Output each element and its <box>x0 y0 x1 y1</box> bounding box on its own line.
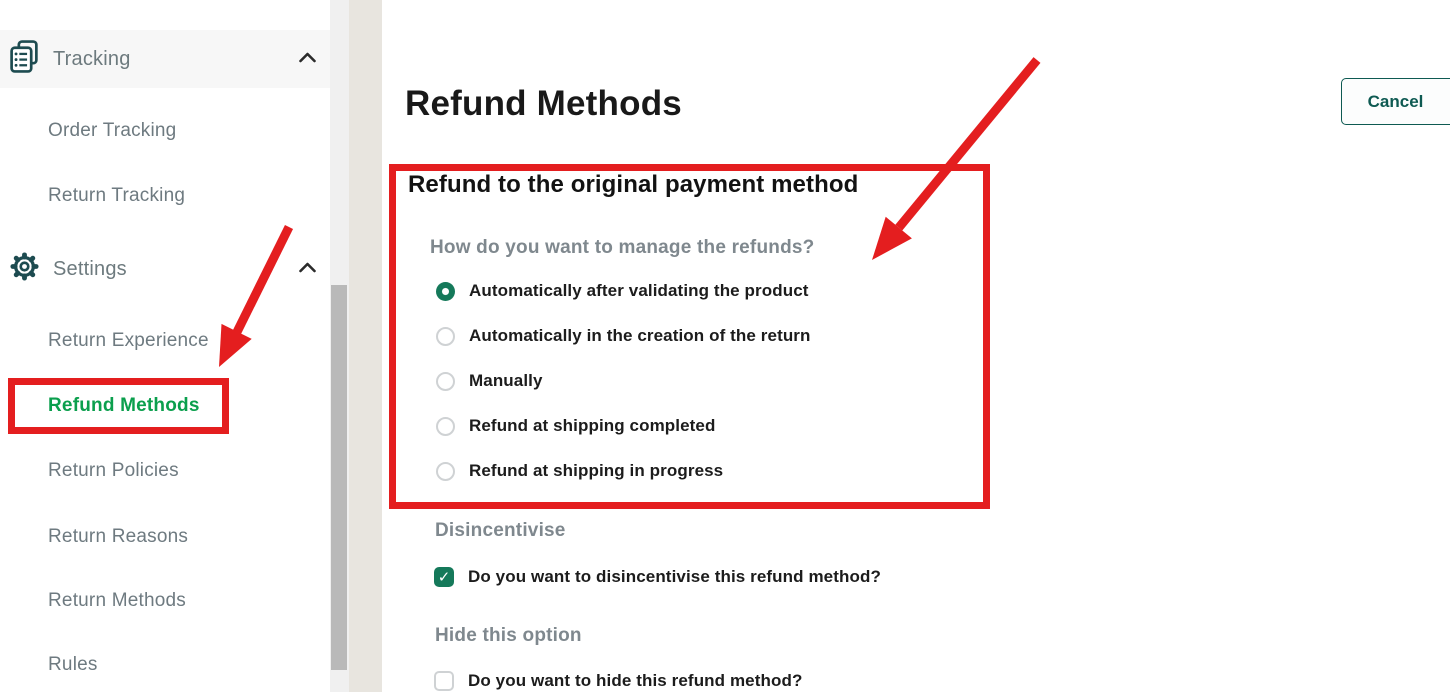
radio-unselected-icon[interactable] <box>436 327 455 346</box>
sidebar-nav <box>0 0 330 692</box>
radio-selected-icon[interactable] <box>436 282 455 301</box>
radio-option-refund-shipping-in-progress[interactable] <box>436 458 723 484</box>
sidebar-item-refund-methods[interactable]: Refund Methods <box>48 395 200 416</box>
hide-option-section-label: Hide this option <box>435 625 582 646</box>
sidebar-section-settings[interactable] <box>0 240 330 298</box>
radio-option-label: Automatically in the creation of the return <box>469 326 811 345</box>
hide-checkbox-label: Do you want to hide this refund method? <box>468 671 803 690</box>
sidebar-scrollbar-track[interactable] <box>330 0 349 692</box>
radio-option-label: Automatically after validating the product <box>469 281 809 300</box>
hide-checkbox-row[interactable] <box>434 668 802 692</box>
sidebar-item-return-reasons[interactable]: Return Reasons <box>48 526 189 547</box>
radio-option-label: Refund at shipping completed <box>469 416 716 435</box>
radio-unselected-icon[interactable] <box>436 372 455 391</box>
sidebar-item-return-methods[interactable]: Return Methods <box>48 590 186 611</box>
chevron-up-icon[interactable] <box>299 260 316 278</box>
radio-option-label: Manually <box>469 371 543 390</box>
clipboard-list-icon <box>9 40 40 78</box>
sidebar-item-order-tracking[interactable]: Order Tracking <box>48 120 177 141</box>
refunds-question-label: How do you want to manage the refunds? <box>430 237 815 258</box>
radio-option-refund-shipping-completed[interactable] <box>436 413 715 439</box>
chevron-up-icon[interactable] <box>299 50 316 68</box>
radio-unselected-icon[interactable] <box>436 462 455 481</box>
sidebar-section-settings-label: Settings <box>53 257 127 280</box>
checkbox-unchecked-icon[interactable] <box>434 671 454 691</box>
checkbox-checked-icon[interactable] <box>434 567 454 587</box>
page-background-strip <box>349 0 382 692</box>
radio-option-manually[interactable] <box>436 368 543 394</box>
refund-method-card-heading: Refund to the original payment method <box>408 171 859 198</box>
disincentivise-checkbox-label: Do you want to disincentivise this refund method? <box>468 567 881 586</box>
sidebar-section-tracking[interactable] <box>0 30 330 88</box>
radio-option-auto-on-creation[interactable] <box>436 323 811 349</box>
gear-icon <box>9 251 40 287</box>
sidebar-item-return-policies[interactable]: Return Policies <box>48 460 179 481</box>
sidebar-item-rules[interactable]: Rules <box>48 654 98 675</box>
radio-option-auto-after-validating[interactable] <box>436 278 809 304</box>
sidebar-item-return-tracking[interactable]: Return Tracking <box>48 185 186 206</box>
page-title: Refund Methods <box>405 84 682 123</box>
sidebar-scrollbar-thumb[interactable] <box>331 285 347 670</box>
radio-option-label: Refund at shipping in progress <box>469 461 724 480</box>
disincentivise-section-label: Disincentivise <box>435 520 566 541</box>
sidebar-item-return-experience[interactable]: Return Experience <box>48 330 209 351</box>
disincentivise-checkbox-row[interactable] <box>434 564 881 590</box>
checkmark-glyph: ✓ <box>437 567 451 586</box>
sidebar-section-tracking-label: Tracking <box>53 47 131 70</box>
radio-unselected-icon[interactable] <box>436 417 455 436</box>
cancel-button[interactable]: Cancel <box>1341 78 1450 125</box>
